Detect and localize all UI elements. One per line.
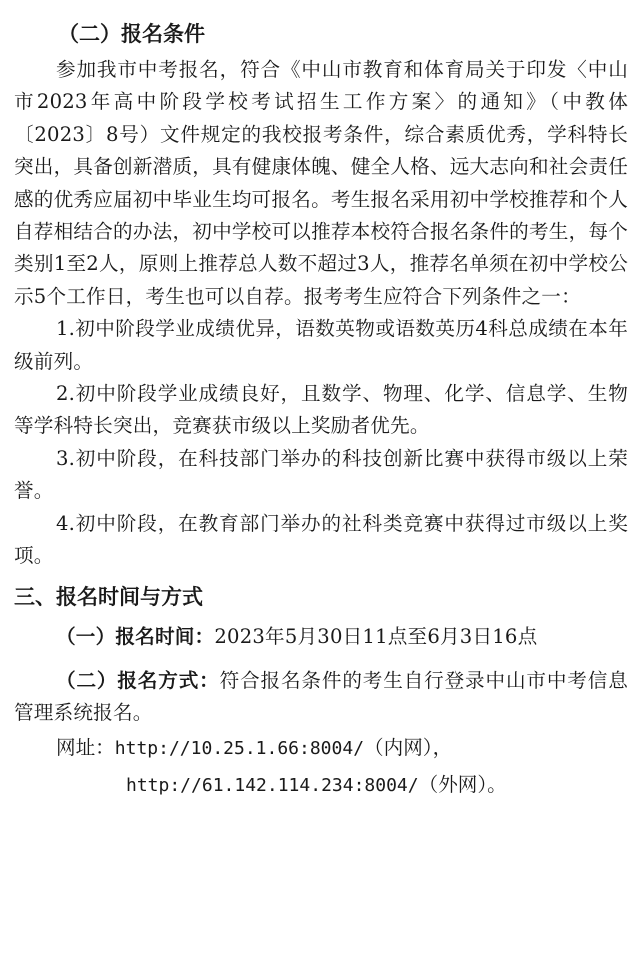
condition-item-4: 4.初中阶段，在教育部门举办的社科类竞赛中获得过市级以上奖项。 [14,511,628,568]
website-label: 网址： [56,735,115,759]
condition-item-3: 3.初中阶段，在科技部门举办的科技创新比赛中获得市级以上荣誉。 [14,446,628,503]
condition-item-1: 1.初中阶段学业成绩优异，语数英物或语数英历4科总成绩在本年级前列。 [14,317,628,373]
section-heading-requirements: （二）报名条件 [58,22,205,46]
website-line-1 [14,730,628,767]
registration-time [14,621,628,653]
registration-method [14,665,628,730]
website-url-intranet-note: （内网）， [364,735,453,759]
registration-time-text: 2023年5月30日11点至6月3日16点 [214,624,538,648]
website-url-internet-note: （外网）。 [418,772,507,796]
registration-method-label: （二）报名方式： [56,668,220,692]
website-url-intranet[interactable]: http://10.25.1.66:8004/ [114,737,365,759]
registration-method-text: 符合报名条件的考生自行登录中山市中考信息管理系统报名。 [14,668,629,725]
intro-paragraph: 参加我市中考报名，符合《中山市教育和体育局关于印发〈中山市2023年高中阶段学校考试招生工作方案〉的通知》（中教体〔2023〕8号）文件规定的我校报考条件，综合素质优秀，学科特长突出，具备创新潜质，具有健康体魄、健全人格、远大志向和社会责任感的优秀应届初中毕业生均可报名。考生报名采用初中学校推荐和个人自荐相结合的办法，初中学校可以推荐本校符合报名条件的考生，每个类别1至2人，原则上推荐总人数不超过3人，推荐名单须在初中学校公示5个工作日，考生也可以自荐。报考考生应符合下列条件之一： [14,58,628,308]
condition-item-2: 2.初中阶段学业成绩良好，且数学、物理、化学、信息学、生物等学科特长突出，竞赛获市级以上奖励者优先。 [14,382,628,438]
website-line-2 [14,767,628,804]
section-heading-registration-time-method: 三、报名时间与方式 [14,584,203,609]
registration-time-label: （一）报名时间： [56,624,215,648]
website-url-internet[interactable]: http://61.142.114.234:8004/ [126,774,419,796]
